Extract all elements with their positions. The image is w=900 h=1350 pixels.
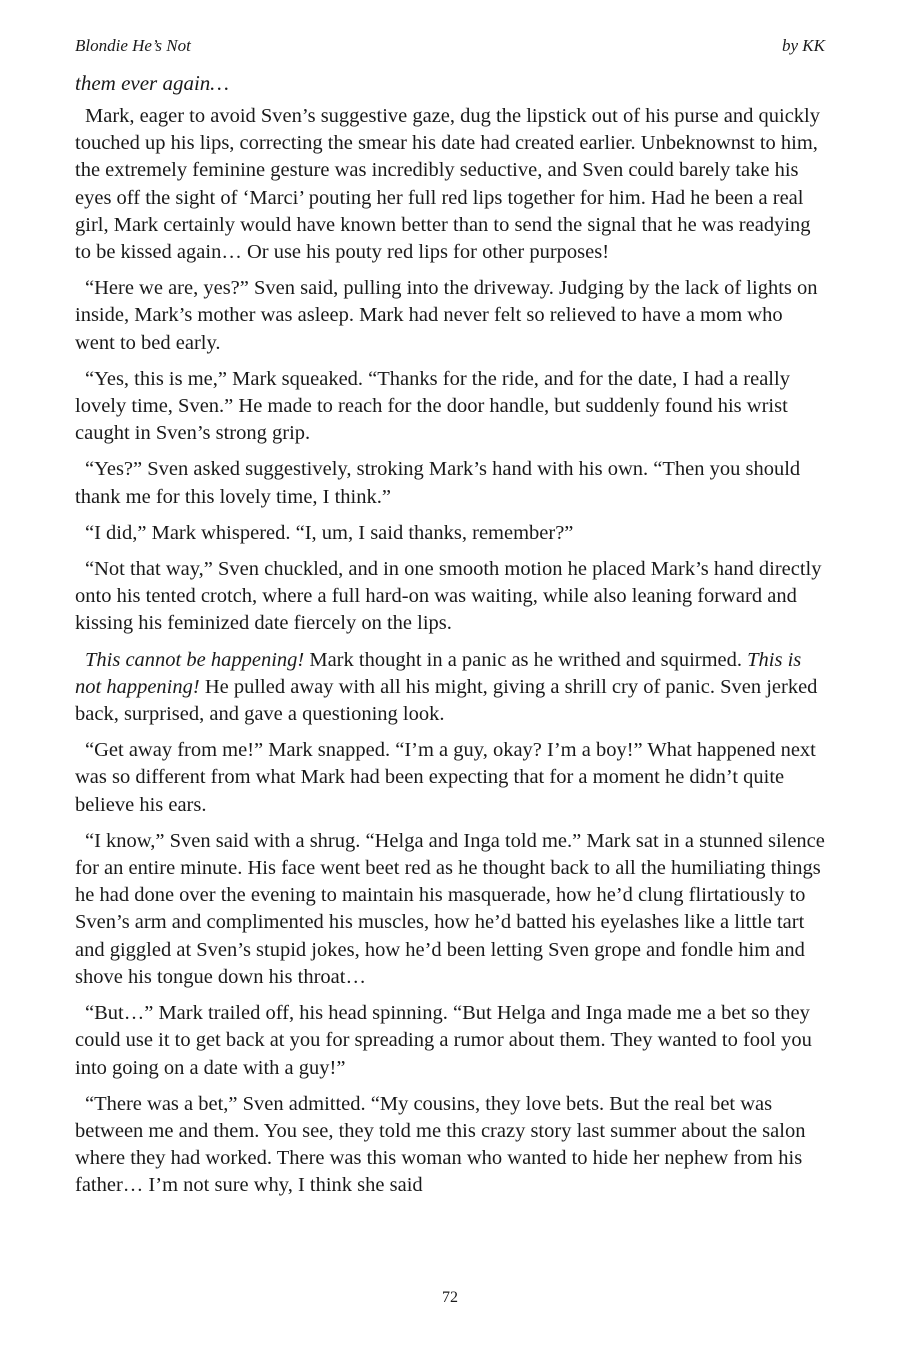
italic-run: This cannot be happening! xyxy=(85,648,305,671)
text-run: He pulled away with all his might, giving a shrill cry of panic. Sven jerked back, surprised, and gave a questioning look. xyxy=(75,675,818,726)
text-run: “Here we are, yes?” Sven said, pulling into the driveway. Judging by the lack of lights on inside, Mark’s mother was asleep. Mark had never felt so relieved to have a mom who went to bed early. xyxy=(75,277,818,354)
text-run: Mark, eager to avoid Sven’s suggestive gaze, dug the lipstick out of his purse and quickly touched up his lips, correcting the smear his date had created earlier. Unbeknownst to him, the extremely feminine gesture was incredibly seductive, and Sven could barely take his eyes off the sight of ‘Marci’ pouting her full red lips together for him. Had he been a real girl, Mark certainly would have known better than to send the signal that he was readying to be kissed again… Or use his pouty red lips for other purposes! xyxy=(75,105,820,264)
text-run: “Get away from me!” Mark snapped. “I’m a guy, okay? I’m a boy!” What happened next was so different from what Mark had been expecting that for a moment he didn’t quite believe his ears. xyxy=(75,739,816,816)
paragraph xyxy=(75,275,827,357)
text-run: “But…” Mark trailed off, his head spinning. “But Helga and Inga made me a bet so they could use it to get back at you for spreading a rumor about them. They wanted to fool you into going on a date with a guy!” xyxy=(75,1002,812,1079)
running-title: Blondie He’s Not xyxy=(75,36,191,55)
text-run: Mark thought in a panic as he writhed and squirmed. xyxy=(304,648,748,671)
page-number: 72 xyxy=(442,1289,458,1306)
running-header xyxy=(75,36,825,58)
text-run: “There was a bet,” Sven admitted. “My cousins, they love bets. But the real bet was between me and them. You see, they told me this crazy story last summer about the salon where they had worked. There was this woman who wanted to hide her nephew from his father… I’m not sure why, I think she said xyxy=(75,1092,806,1197)
text-run: “Not that way,” Sven chuckled, and in one smooth motion he placed Mark’s hand directly onto his tented crotch, where a full hard-on was waiting, while also leaning forward and kissing his feminized date fiercely on the lips. xyxy=(75,558,822,635)
paragraph xyxy=(75,366,827,448)
paragraph xyxy=(75,737,827,819)
italic-run: This is not happening! xyxy=(75,648,802,698)
paragraph xyxy=(75,1000,827,1082)
running-author: by KK xyxy=(782,36,825,55)
paragraph xyxy=(75,103,827,266)
text-run: “Yes?” Sven asked suggestively, stroking Mark’s hand with his own. “Then you should thank me for this lovely time, I think.” xyxy=(75,458,801,508)
continuation-line: them ever again… xyxy=(75,71,229,95)
paragraph xyxy=(75,1091,827,1200)
paragraph xyxy=(75,647,827,729)
page-body xyxy=(75,70,827,1209)
paragraph-list xyxy=(75,103,827,1200)
text-run: “I know,” Sven said with a shrug. “Helga and Inga told me.” Mark sat in a stunned silence for an entire minute. His face went beet red as he thought back to all the humiliating things he had done over the evening to maintain his masquerade, how he’d clung flirtatiously to Sven’s arm and complimented his muscles, how he’d batted his eyelashes like a little tart and giggled at Sven’s stupid jokes, how he’d been letting Sven grope and fondle him and shove his tongue down his throat… xyxy=(75,829,825,988)
paragraph xyxy=(75,456,827,510)
paragraph xyxy=(75,520,827,547)
paragraph xyxy=(75,556,827,638)
paragraph xyxy=(75,828,827,991)
text-run: “I did,” Mark whispered. “I, um, I said thanks, remember?” xyxy=(85,521,574,544)
text-run: “Yes, this is me,” Mark squeaked. “Thanks for the ride, and for the date, I had a really lovely time, Sven.” He made to reach for the door handle, but suddenly found his wrist caught in Sven’s strong grip. xyxy=(75,367,790,445)
